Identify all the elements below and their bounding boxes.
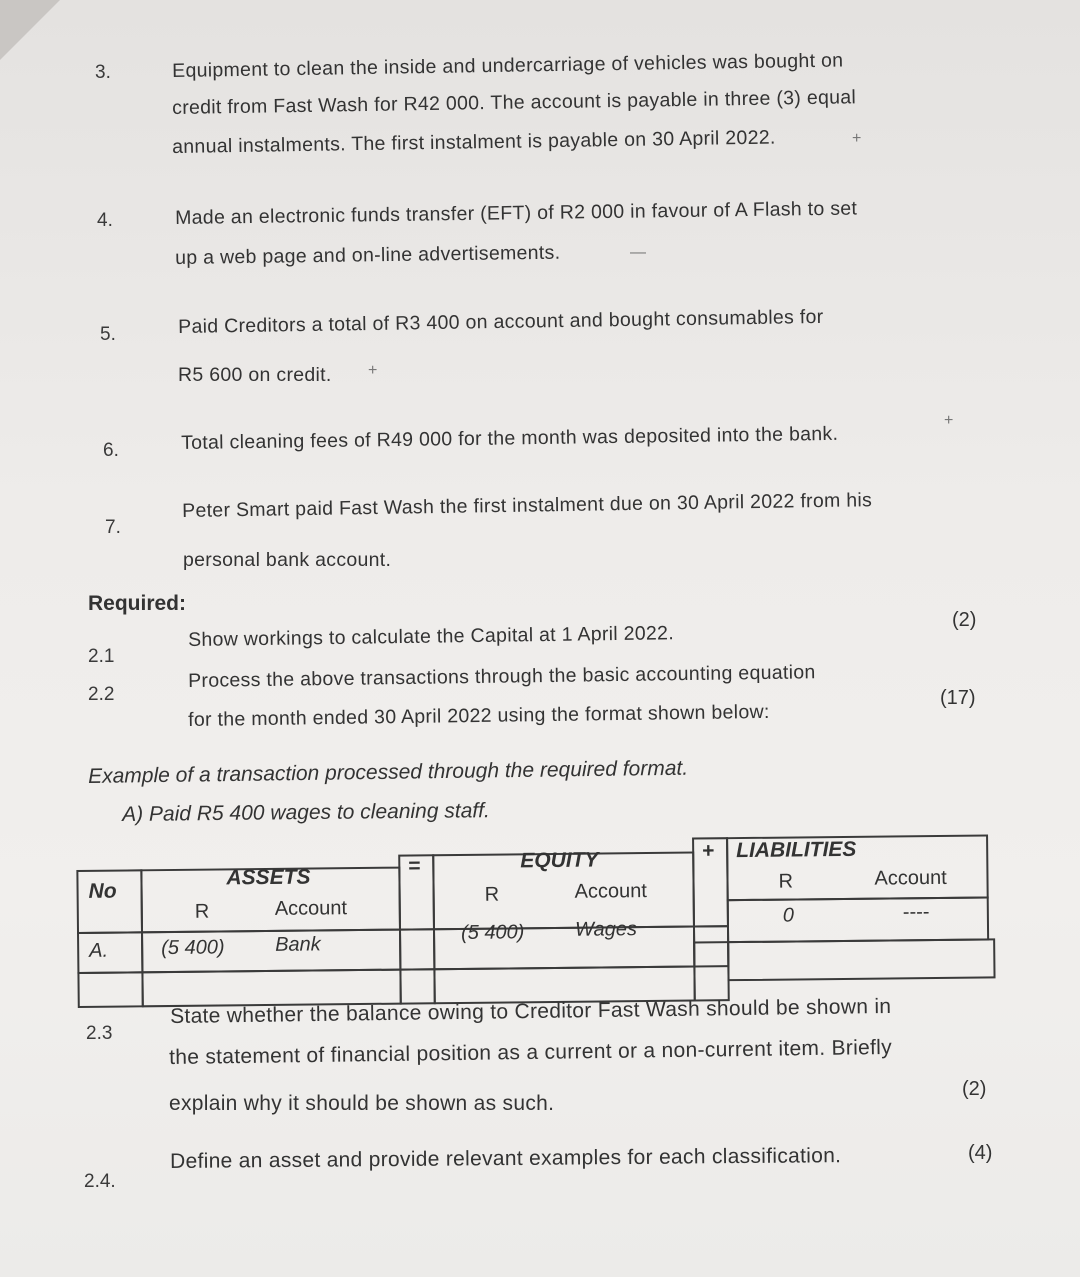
item-6-number: 6. xyxy=(103,440,119,461)
item-4-line-2: up a web page and on-line advertisements. xyxy=(175,241,561,269)
example-a: A) Paid R5 400 wages to cleaning staff. xyxy=(122,799,490,826)
item-3-line-1: Equipment to clean the inside and undercarriage of vehicles was bought on xyxy=(172,49,844,82)
item-5-line-1: Paid Creditors a total of R3 400 on account and bought consumables for xyxy=(178,305,824,338)
equity-r-label: R xyxy=(484,883,500,906)
row-a-no: A. xyxy=(89,939,109,962)
q23-line-2: the statement of financial position as a current or a non-current item. Briefly xyxy=(169,1035,893,1069)
row-a-assets-account: Bank xyxy=(275,933,321,956)
empty-row-no-cell xyxy=(77,971,143,1008)
equity-account-label: Account xyxy=(574,880,647,903)
header-equity: EQUITY xyxy=(520,848,599,873)
liabilities-account-label: Account xyxy=(874,866,947,890)
q22-number: 2.2 xyxy=(88,684,115,705)
header-no: No xyxy=(88,879,117,903)
item-4-number: 4. xyxy=(97,210,113,231)
assets-r-label: R xyxy=(194,900,210,923)
accounting-equation-table xyxy=(76,826,998,1008)
q22-line-2: for the month ended 30 April 2022 using the format shown below: xyxy=(188,700,770,731)
item-5-line-2: R5 600 on credit. xyxy=(178,364,332,386)
item-4-line-1: Made an electronic funds transfer (EFT) of R2 000 in favour of A Flash to set xyxy=(175,197,858,229)
tick-mark: + xyxy=(368,362,378,379)
item-3-number: 3. xyxy=(95,62,111,83)
row-a-no-cell xyxy=(77,931,143,974)
q21-marks: (2) xyxy=(952,609,977,631)
q23-number: 2.3 xyxy=(86,1023,113,1044)
q24-text: Define an asset and provide relevant examples for each classification. xyxy=(170,1144,842,1173)
row-a-assets-r: (5 400) xyxy=(161,936,225,960)
item-7-number: 7. xyxy=(105,517,121,538)
q23-line-3: explain why it should be shown as such. xyxy=(169,1092,555,1115)
q23-line-1: State whether the balance owing to Creditor Fast Wash should be shown in xyxy=(170,994,892,1028)
row-a-liabilities-cell xyxy=(727,896,989,943)
row-a-equals-cell xyxy=(399,928,435,970)
item-5-number: 5. xyxy=(100,324,116,345)
page-fold xyxy=(0,0,60,60)
empty-row-equals-cell xyxy=(399,968,435,1004)
q22-marks: (17) xyxy=(940,687,976,709)
q24-marks: (4) xyxy=(968,1142,993,1164)
liabilities-r-label: R xyxy=(778,870,794,893)
q22-line-1: Process the above transactions through the basic accounting equation xyxy=(188,661,816,692)
row-a-equity-r: (5 400) xyxy=(460,921,525,944)
item-7-line-2: personal bank account. xyxy=(183,549,392,571)
item-3-line-3: annual instalments. The first instalment is payable on 30 April 2022. xyxy=(172,126,776,158)
tick-mark: — xyxy=(630,244,646,261)
equals-sign: = xyxy=(408,854,421,878)
header-liabilities: LIABILITIES xyxy=(736,837,857,863)
header-assets: ASSETS xyxy=(226,865,311,890)
row-a-equity-account: Wages xyxy=(574,918,638,941)
q24-number: 2.4. xyxy=(84,1171,116,1192)
q23-marks: (2) xyxy=(962,1078,987,1100)
item-6-line-1: Total cleaning fees of R49 000 for the month was deposited into the bank. xyxy=(181,422,839,454)
q21-text: Show workings to calculate the Capital at 1 April 2022. xyxy=(188,622,675,651)
plus-sign: + xyxy=(702,839,715,863)
tick-mark: + xyxy=(852,130,862,147)
row-a-liabilities-r: 0 xyxy=(782,904,795,927)
assets-account-label: Account xyxy=(274,897,348,920)
example-title: Example of a transaction processed through the required format. xyxy=(88,756,689,788)
item-7-line-1: Peter Smart paid Fast Wash the first instalment due on 30 April 2022 from his xyxy=(182,489,873,522)
empty-row-liabilities-cell xyxy=(727,938,995,981)
row-a-liabilities-account: ---- xyxy=(902,901,930,924)
required-heading: Required: xyxy=(88,592,187,615)
q21-number: 2.1 xyxy=(88,646,115,667)
empty-row-plus-cell xyxy=(693,941,730,1001)
tick-mark: + xyxy=(944,412,954,429)
item-3-line-2: credit from Fast Wash for R42 000. The account is payable in three (3) equal xyxy=(172,86,857,119)
